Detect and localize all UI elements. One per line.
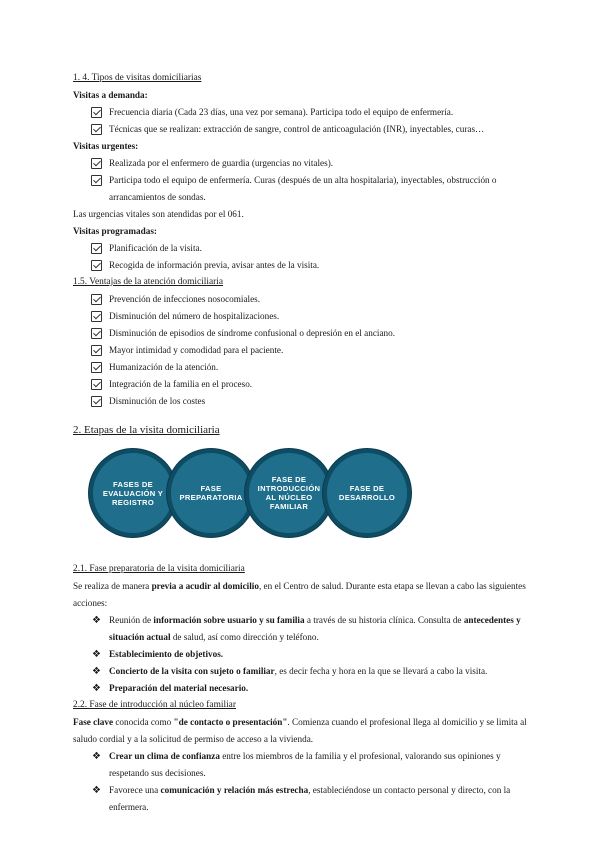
fase-preparatoria-list <box>91 612 530 697</box>
checkbox-checked-icon <box>91 345 102 356</box>
diamond-bullet-icon: ❖ <box>92 751 101 762</box>
diamond-bullet-icon: ❖ <box>92 785 101 796</box>
section-1-5-heading: 1.5. Ventajas de la atención domiciliaria <box>73 277 224 287</box>
visitas-demanda-label: Visitas a demanda: <box>73 90 148 100</box>
visitas-demanda-list <box>91 104 530 138</box>
checkbox-checked-icon <box>91 260 102 271</box>
list-item: ❖ Establecimiento de objetivos. <box>91 646 530 663</box>
list-item: ❖ Favorece una comunicación y relación más estrecha, estableciéndose un contacto personal y directo, con la enfermera. <box>91 782 530 816</box>
list-item: Disminución de los costes <box>91 393 530 410</box>
phase-circle-preparatoria: FASE PREPARATORIA <box>167 449 255 537</box>
section-2-1-intro: Se realiza de manera previa a acudir al domicilio, en el Centro de salud. Durante esta etapa se llevan a cabo las siguientes acciones: <box>73 581 526 608</box>
checkbox-checked-icon <box>91 158 102 169</box>
section-2-2-heading: 2.2. Fase de introducción al núcleo familiar <box>73 700 236 710</box>
list-item: Disminución de episodios de síndrome confusional o depresión en el anciano. <box>91 325 530 342</box>
checkbox-checked-icon <box>91 311 102 322</box>
diamond-bullet-icon: ❖ <box>92 649 101 660</box>
checkbox-checked-icon <box>91 294 102 305</box>
diamond-bullet-icon: ❖ <box>92 683 101 694</box>
fase-introduccion-list <box>91 748 530 816</box>
list-item: ❖ Crear un clima de confianza entre los miembros de la familia y el profesional, valorando sus opiniones y respetando sus decisiones. <box>91 748 530 782</box>
checkbox-checked-icon <box>91 379 102 390</box>
list-item: Participa todo el equipo de enfermería. Curas (después de un alta hospitalaria), inyectables, obstrucción o arrancamientos de sondas. <box>91 172 530 206</box>
list-item: ❖ Preparación del material necesario. <box>91 680 530 697</box>
ventajas-list <box>91 291 530 410</box>
checkbox-checked-icon <box>91 175 102 186</box>
list-item: Planificación de la visita. <box>91 240 530 257</box>
urgencias-vitales-note: Las urgencias vitales son atendidas por el 061. <box>73 209 244 219</box>
phase-circle-introduccion: FASE DE INTRODUCCIÓN AL NÚCLEO FAMILIAR <box>245 449 333 537</box>
checkbox-checked-icon <box>91 362 102 373</box>
list-item: Mayor intimidad y comodidad para el paciente. <box>91 342 530 359</box>
section-2-heading: 2. Etapas de la visita domiciliaria <box>73 424 220 436</box>
visitas-programadas-label: Visitas programadas: <box>73 226 157 236</box>
etapas-diagram <box>89 449 530 549</box>
list-item: Disminución del número de hospitalizaciones. <box>91 308 530 325</box>
checkbox-checked-icon <box>91 107 102 118</box>
checkbox-checked-icon <box>91 396 102 407</box>
section-2-1-heading: 2.1. Fase preparatoria de la visita domiciliaria <box>73 564 245 574</box>
list-item: ❖ Concierto de la visita con sujeto o familiar, es decir fecha y hora en la que se llevará a cabo la visita. <box>91 663 530 680</box>
phase-circle-evaluacion: FASES DE EVALUACIÓN Y REGISTRO <box>89 449 177 537</box>
list-item: Frecuencia diaria (Cada 23 días, una vez por semana). Participa todo el equipo de enfermería. <box>91 104 530 121</box>
list-item: Realizada por el enfermero de guardia (urgencias no vitales). <box>91 155 530 172</box>
section-2-2-paragraph: Fase clave conocida como "de contacto o presentación". Comienza cuando el profesional llega al domicilio y se limita al saludo cordial y a la solicitud de permiso de acceso a la vivienda. <box>73 717 527 744</box>
section-1-4-heading: 1. 4. Tipos de visitas domiciliarias <box>73 73 202 83</box>
visitas-urgentes-label: Visitas urgentes: <box>73 141 139 151</box>
visitas-programadas-list <box>91 240 530 274</box>
list-item: Técnicas que se realizan: extracción de sangre, control de anticoagulación (INR), inyectables, curas… <box>91 121 530 138</box>
checkbox-checked-icon <box>91 124 102 135</box>
list-item: Recogida de información previa, avisar antes de la visita. <box>91 257 530 274</box>
diamond-bullet-icon: ❖ <box>92 615 101 626</box>
list-item: Integración de la familia en el proceso. <box>91 376 530 393</box>
visitas-urgentes-list <box>91 155 530 206</box>
checkbox-checked-icon <box>91 243 102 254</box>
checkbox-checked-icon <box>91 328 102 339</box>
diamond-bullet-icon: ❖ <box>92 666 101 677</box>
list-item: Humanización de la atención. <box>91 359 530 376</box>
list-item: Prevención de infecciones nosocomiales. <box>91 291 530 308</box>
list-item: ❖ Reunión de información sobre usuario y su familia a través de su historia clínica. Consulta de antecedentes y situación actual de salud, así como dirección y teléfono. <box>91 612 530 646</box>
phase-circle-desarrollo: FASE DE DESARROLLO <box>323 449 411 537</box>
